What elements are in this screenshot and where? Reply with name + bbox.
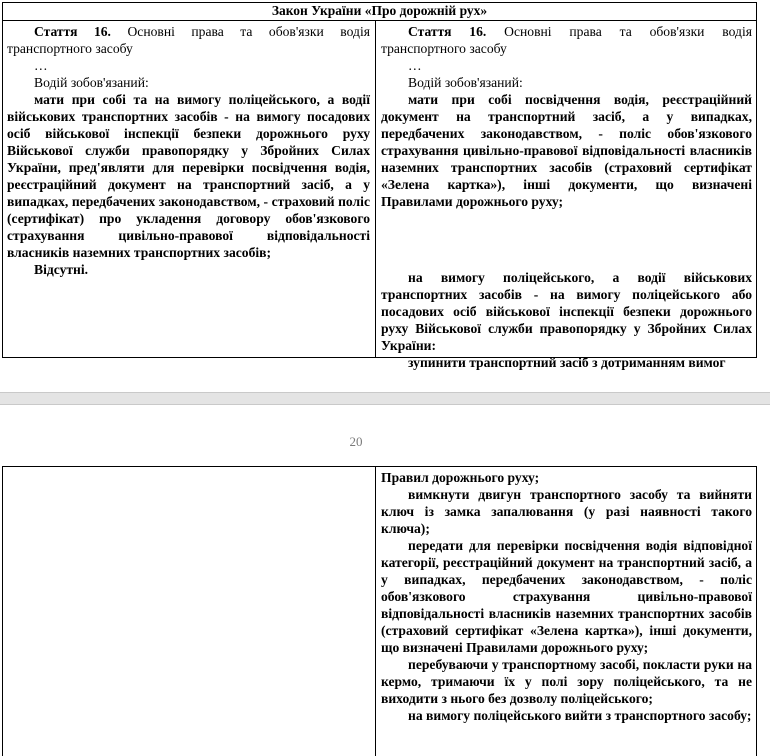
para-absent-current: Відсутні.: [34, 262, 89, 277]
para-handover-documents: передати для перевірки посвідчення водія відповідної категорії, реєстраційний документ на транспортний засіб, а у випадках, передбачених законодавством, - поліс обов'язкового страхування цивільно-правової відповідальності власників наземних транспортних засобів (страховий сертифікат «Зелена картка»), інші документи, що визначені Правилами дорожнього руху;: [381, 538, 752, 655]
column-current-law-page2-empty: [3, 467, 376, 756]
comparison-table-page2: [2, 466, 757, 756]
para-stop-draft: зупинити транспортний засіб з дотриманням вимог: [408, 355, 726, 370]
page-separator-band: [0, 392, 770, 405]
driver-obliged-line-current: Водій зобов'язаний:: [34, 75, 149, 90]
column-draft-law-page2: [376, 467, 756, 756]
para-engine-off: вимкнути двигун транспортного засобу та вийняти ключ із замка запалювання (у разі наявності такого ключа);: [381, 487, 752, 536]
article-number-current: Стаття 16.: [34, 24, 111, 39]
column-draft-law: [376, 21, 756, 370]
para-rules-continuation: Правил дорожнього руху;: [381, 470, 540, 485]
article-title-current: Основні права та обов'язки водія транспортного засобу: [7, 24, 370, 56]
para-exit-vehicle: на вимогу поліцейського вийти з транспортного засобу;: [408, 708, 752, 723]
column-current-law: [3, 21, 376, 357]
article-number-draft: Стаття 16.: [408, 24, 487, 39]
para-hands-on-wheel: перебуваючи у транспортному засобі, покласти руки на кермо, тримаючи їх у полі зору поліцейського, та не виходити з нього без дозволу поліцейського;: [381, 657, 752, 706]
table-body-page1: [3, 21, 756, 370]
page-number: 20: [349, 434, 363, 449]
article-heading-draft: [381, 23, 752, 57]
para-documents-draft: мати при собі посвідчення водія, реєстраційний документ на транспортний засіб, а у випадках, передбачених законодавством, - поліс обов'язкового страхування цивільно-правової відповідальності власників наземних транспортних засобів (страховий сертифікат «Зелена картка»), інші документи, що визначені Правилами дорожнього руху;: [381, 92, 752, 209]
law-title-header: Закон України «Про дорожній рух»: [3, 3, 756, 21]
ellipsis-line-draft: …: [408, 58, 422, 73]
article-title-draft: Основні права та обов'язки водія транспортного засобу: [381, 24, 752, 56]
comparison-table-page1: [2, 2, 757, 370]
alignment-gap: [381, 210, 752, 269]
para-documents-current: мати при собі та на вимогу поліцейського, а водії військових транспортних засобів - на вимогу посадових осіб військової інспекції безпеки дорожнього руху Військової служби правопорядку у Збройних Силах України, пред'являти для перевірки посвідчення водія, реєстраційний документ на транспортний засіб, а у випадках, передбачених законодавством, - страховий поліс (сертифікат) про укладення договору обов'язкового страхування цивільно-правової відповідальності власників наземних транспортних засобів;: [7, 92, 370, 260]
para-demand-draft: на вимогу поліцейського, а водії військових транспортних засобів - на вимогу поліцейського або посадових осіб військової інспекції безпеки дорожнього руху Військової служби правопорядку у Збройних Силах України:: [381, 270, 752, 353]
table-body-page2: [3, 467, 756, 756]
article-heading-current: [7, 23, 370, 57]
driver-obliged-line-draft: Водій зобов'язаний:: [408, 75, 523, 90]
ellipsis-line-current: …: [34, 58, 48, 73]
